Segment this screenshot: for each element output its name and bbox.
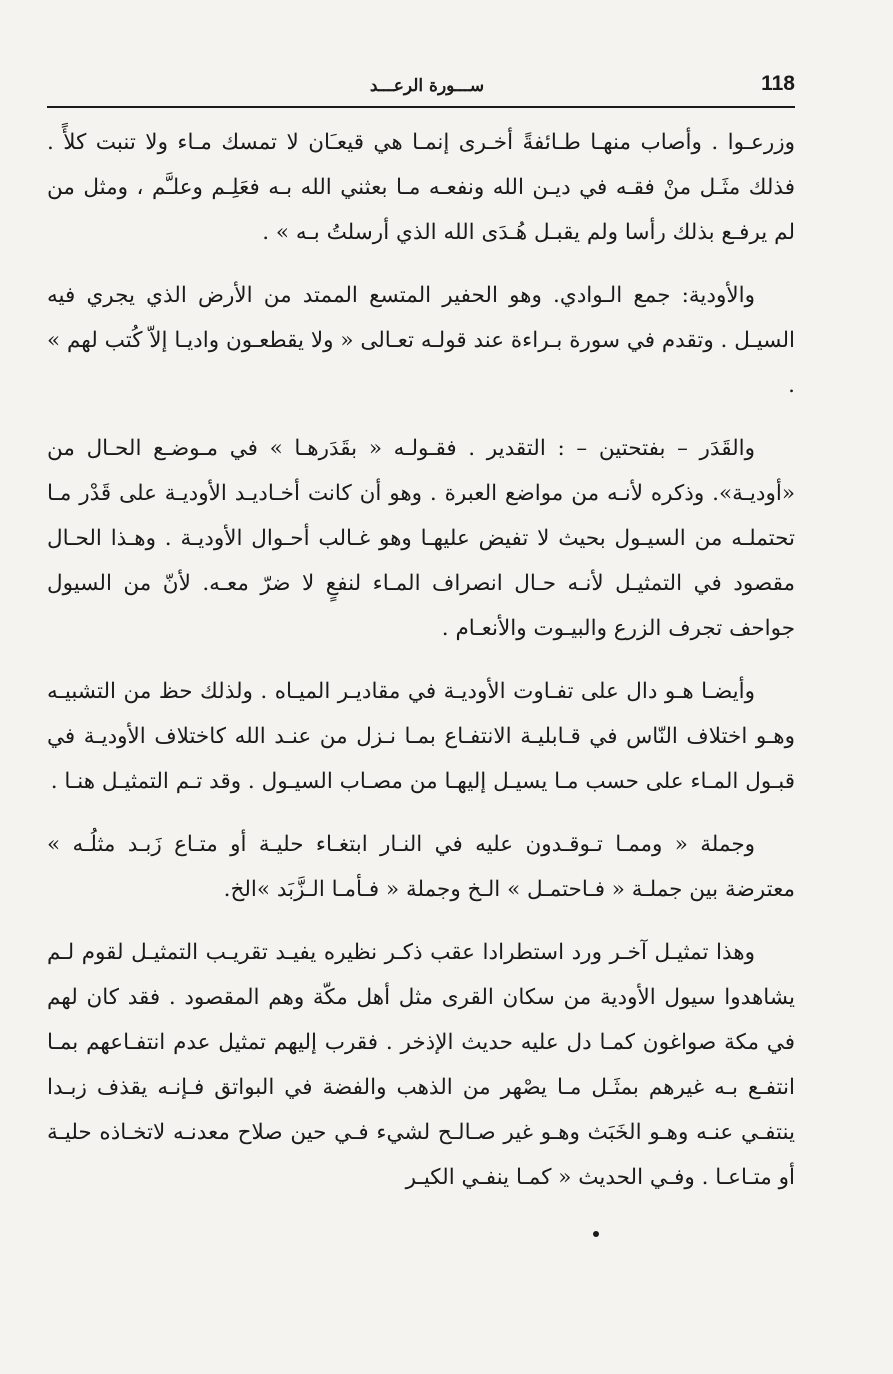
page-header	[47, 70, 795, 106]
page-number: 118	[761, 72, 795, 95]
print-dot	[593, 1231, 599, 1237]
paragraph-tamthil-akhar: وهذا تمثيـل آخـر ورد استطرادا عقب ذكـر نظيره يفيـد تقريـب التمثيـل لقوم لـم يشاهدوا سيول الأودية من سكان القرى مثل أهل مكّة وهم المقصود . فقد كان لهم في مكة صواغون كمـا دل عليه حديث الإذخر . فقرب إليهم تمثيل عدم انتفـاعهم بمـا انتفـع بـه غيرهم بمثَـل مـا يصْهر من الذهب والفضة في البواتق فـإنـه يقذف زبـدا ينتفـي عنـه وهـو الخَبَث وهـو غير صـالـح لشيء فـي حين صلاح معدنـه لاتخـاذه حليـة أو متـاعـا . وفـي الحديث « كمـا ينفـي الكيـر	[47, 940, 795, 1190]
paragraph-hadith-continuation: وزرعـوا . وأصاب منهـا طـائفةً أخـرى إنمـا هي قيعـَان لا تمسك مـاء ولا تنبت كلأً . فذلك مثَـل منْ فقـه في ديـن الله ونفعـه مـا بعثني الله بـه فعَلِـم وعلـَّم ، ومثل من لم يرفـع بذلك رأسا ولم يقبـل هُـدَى الله الذي أرسلتُ بـه » .	[47, 130, 795, 245]
paragraph-jumla: وجملة « وممـا تـوقـدون عليه في النـار ابتغـاء حليـة أو متـاع زَبـد مثلُـه » معترضة بين جملـة « فـاحتمـل » الـخ وجملة « فـأمـا الـزَّبَد »الخ.	[47, 832, 795, 902]
paragraph-awdiya: والأودية: جمع الـوادي. وهو الحفير المتسع الممتد من الأرض الذي يجري فيه السيـل . وتقدم في سورة بـراءة عند قولـه تعـالى « ولا يقطعـون واديـا إلاّ كُتب لهم » .	[47, 283, 795, 398]
header-rule	[47, 106, 795, 108]
paragraph-qadar: والقَدَر – بفتحتين – : التقدير . فقـولـه « بقَدَرهـا » في مـوضـع الحـال من «أوديـة». وذكره لأنـه من مواضع العبرة . وهو أن كانت أخـاديـد الأوديـة على قَدْر مـا تحتملـه من السيـول بحيث لا تفيض عليهـا وهو غـالب أحـوال الأوديـة . وهـذا الحـال مقصود في التمثيـل لأنـه حـال انصراف المـاء لنفعٍ لا ضرّ معـه. لأنّ من السيول جواحف تجرف الزرع والبيـوت والأنعـام .	[47, 436, 795, 641]
running-title: ســـورة الرعـــد	[369, 76, 485, 96]
paragraph-tafawut: وأيضـا هـو دال على تفـاوت الأوديـة في مقاديـر الميـاه . ولذلك حظ من التشبيـه وهـو اختلاف النّاس في قـابليـة الانتفـاع بمـا نـزل من عنـد الله كاختلاف الأوديـة في قبـول المـاء على حسب مـا يسيـل إليهـا من مصـاب السيـول . وقد تـم التمثيـل هنـا .	[47, 679, 795, 794]
body-text	[47, 120, 795, 1218]
